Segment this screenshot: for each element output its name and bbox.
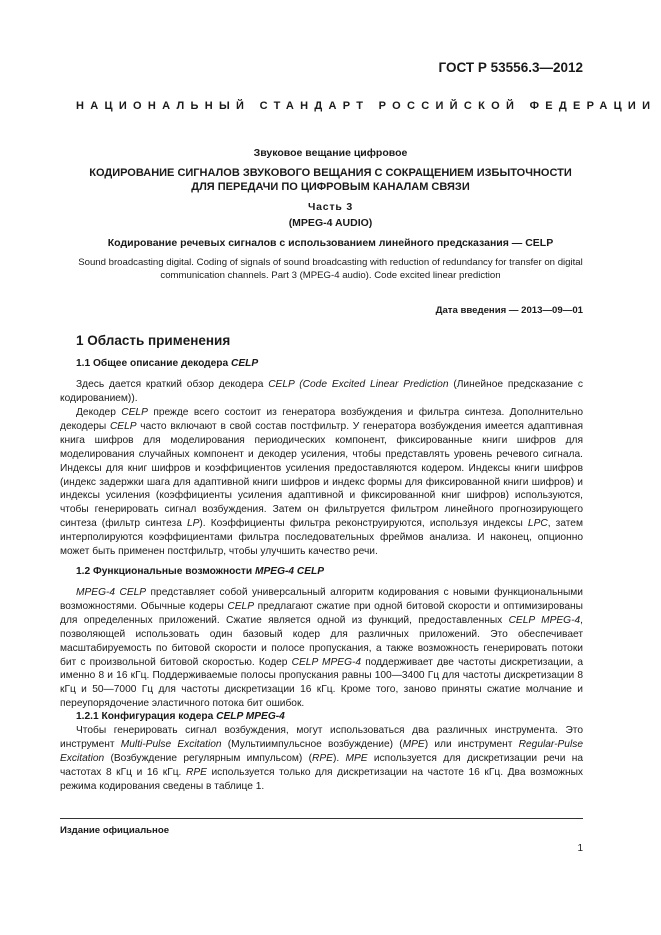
title-main-line2: ДЛЯ ПЕРЕДАЧИ ПО ЦИФРОВЫМ КАНАЛАМ СВЯЗИ: [191, 181, 470, 193]
text-run: используется только для дискретизации на частоте 16 кГц. Два возможных режима кодирования сведены в таблице 1.: [60, 766, 583, 792]
title-small: Звуковое вещание цифровое: [253, 147, 408, 159]
section-1-heading: 1 Область применения: [76, 333, 231, 348]
emphasis-term: RPE: [311, 752, 333, 764]
document-code: ГОСТ Р 53556.3—2012: [438, 60, 583, 75]
text-run: Чтобы генерировать сигнал возбуждения, могут использоваться два различных инструмента. Это инструмент: [60, 725, 583, 750]
section-1-2-1-heading-em: CELP MPEG-4: [216, 711, 285, 722]
emphasis-term: MPE: [402, 738, 425, 750]
section-1-1-heading: [76, 358, 258, 369]
text-run: , позволяющей использовать один базовый кодер для различных приложений. Это обеспечивает масштабируемость по битовой скорости и полосе пропускания, а также возможность генерировать потоки бит с произвольной битовой скоростью. Кодер: [60, 614, 584, 668]
title-main: [60, 166, 601, 194]
emphasis-term: CELP: [109, 420, 137, 432]
title-english-line1: Sound broadcasting digital. Coding of signals of sound broadcasting with reduction of redundancy for transfer on digital: [78, 257, 583, 268]
paragraph: [60, 406, 583, 559]
text-run: (Мультиимпульсное возбуждение) (: [221, 738, 403, 750]
emphasis-term: CELP MPEG-4: [508, 614, 581, 626]
page-number: 1: [577, 843, 583, 854]
emphasis-term: CELP MPEG-4: [291, 656, 362, 668]
introduction-date: Дата введения — 2013—09—01: [435, 305, 583, 316]
section-1-1-heading-em: CELP: [231, 358, 259, 369]
paragraph: [60, 724, 583, 794]
text-run: (Возбуждение регулярным импульсом) (: [104, 752, 312, 764]
text-run: предлагают сжатие при одной битовой скорости и оптимизированы для определенных приложений. Сжатие является одной из функций, предоставленных: [60, 600, 583, 626]
emphasis-term: CELP (Code Excited Linear Prediction: [268, 379, 449, 390]
text-run: ).: [332, 752, 346, 764]
section-1-2-1-heading: [76, 711, 285, 722]
section-1-2-heading: [76, 566, 324, 577]
emphasis-term: LP: [186, 518, 200, 530]
emphasis-term: MPE: [345, 752, 368, 764]
title-mpeg: (MPEG-4 AUDIO): [288, 217, 373, 229]
text-run: Здесь дается краткий обзор декодера: [76, 379, 269, 390]
title-subtitle: Кодирование речевых сигналов с использованием линейного предсказания — CELP: [107, 237, 554, 249]
text-run: представляет собой универсальный алгоритм кодирования с новыми функциональными возможностями. Обычные кодеры: [60, 587, 583, 612]
emphasis-term: CELP: [227, 600, 255, 612]
section-1-2-heading-text: 1.2 Функциональные возможности: [76, 566, 255, 577]
emphasis-term: LPC: [527, 518, 548, 530]
section-1-1-heading-text: 1.1 Общее описание декодера: [76, 358, 232, 369]
paragraph: [60, 586, 583, 711]
section-1-2-1-heading-text: 1.2.1 Конфигурация кодера: [76, 711, 217, 722]
emphasis-term: Multi-Pulse Excitation: [120, 738, 222, 750]
text-run: ). Коэффициенты фильтра реконструируются, используя индексы: [199, 518, 528, 530]
text-run: поддерживает две частоты дискретизации, а именно 8 и 16 кГц. Поддерживаемые полосы пропускания равны 100—3400 Гц для частоты дискретизации 8 кГц и 50—7000 Гц для частоты дискретизации 16 кГц. Кроме того, заново приняты сжатие молчание и переупорядочение эластичного потока бит ошибок.: [60, 656, 584, 710]
text-run: Декодер: [76, 407, 122, 418]
section-1-2-heading-em: MPEG-4 CELP: [255, 566, 325, 577]
text-run: часто включают в свой состав постфильтр. У генератора возбуждения имеется адаптивная книга шифров для моделирования периодических компонент, фиксированные книги шифров для моделирования случайных компонент и декодер усиления, чтобы представлять уровень речевого сигнала. Индексы для книг шифров и коэффициентов усиления предоставляются кодером. Индексы книги шифров (индекс задержки шага для адаптивной книги шифров и индекс формы для фиксированной книги шифров) и индексы усиления (коэффициенты усиления адаптивной и фиксированной книг шифров) используются, чтобы генерировать сигнал возбуждения. Затем он фильтруется фильтром линейного прогнозирующего синтеза (фильтр синтеза: [60, 420, 583, 530]
emphasis-term: Regular-Pulse Excitation: [60, 738, 583, 764]
text-run: , затем интерполируются коэффициентами фильтра последовательных фреймов анализа. И наконец, опционно может быть применен постфильтр, чтобы улучшить качество речи.: [60, 518, 583, 558]
national-standard-heading: НАЦИОНАЛЬНЫЙ СТАНДАРТ РОССИЙСКОЙ ФЕДЕРАЦИИ: [76, 100, 657, 112]
title-english-line2: communication channels. Part 3 (MPEG-4 audio). Code excited linear prediction: [160, 270, 501, 281]
title-part: Часть 3: [307, 201, 353, 213]
text-run: прежде всего состоит из генератора возбуждения и фильтра синтеза. Дополнительно декодеры: [60, 407, 584, 432]
text-run: ) или инструмент: [424, 738, 519, 750]
emphasis-term: MPEG-4 CELP: [76, 587, 147, 598]
text-run: используется для дискретизации речи на частотах 8 кГц и 16 кГц.: [60, 752, 583, 778]
paragraph: [60, 378, 583, 406]
title-main-line1: КОДИРОВАНИЕ СИГНАЛОВ ЗВУКОВОГО ВЕЩАНИЯ С СОКРАЩЕНИЕМ ИЗБЫТОЧНОСТИ: [89, 167, 572, 179]
title-english: [60, 256, 601, 282]
edition-note: Издание официальное: [60, 825, 170, 836]
footer-divider: [60, 818, 583, 819]
emphasis-term: CELP: [121, 407, 148, 418]
text-run: (Линейное предсказание с кодированием)).: [60, 379, 583, 404]
emphasis-term: RPE: [185, 766, 207, 778]
